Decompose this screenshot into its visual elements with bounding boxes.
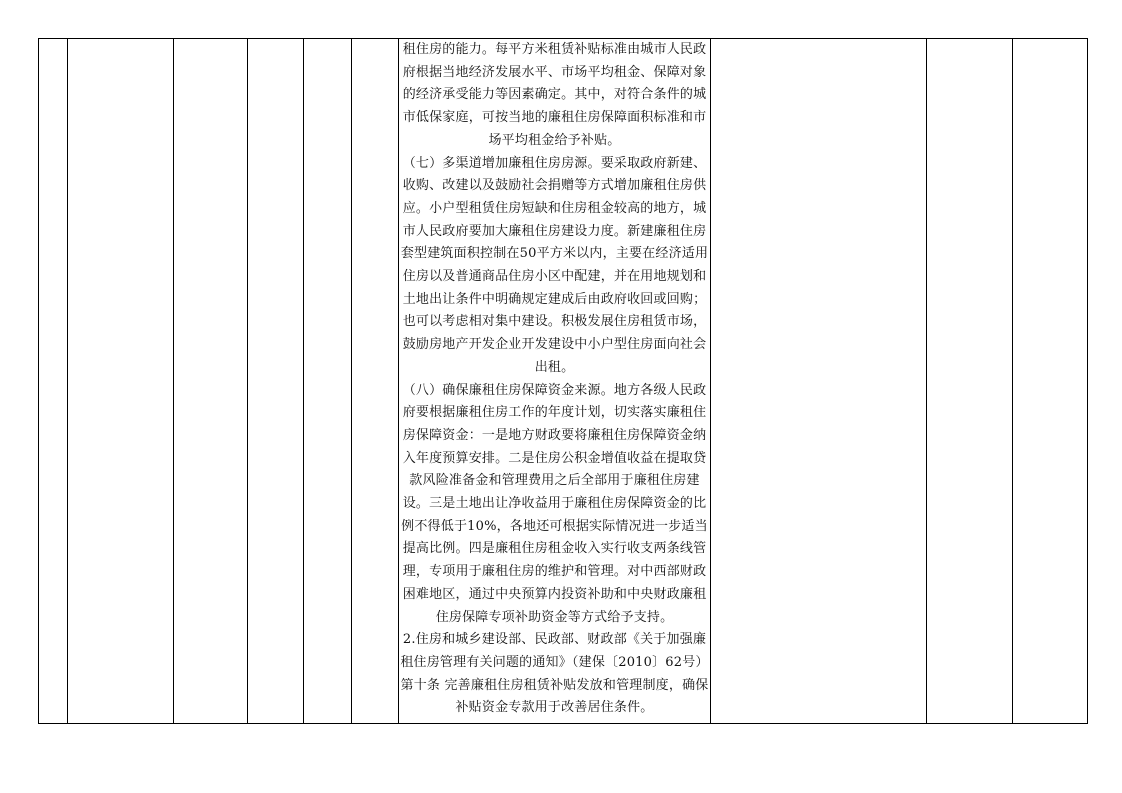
table-cell-10 [1013,39,1088,724]
table-cell-9 [927,39,1013,724]
document-table [38,38,1088,724]
table-row [39,39,1088,724]
paragraph-rental-subsidy: 租住房的能力。每平方米租赁补贴标准由城市人民政府根据当地经济发展水平、市场平均租金、保障对象的经济承受能力等因素确定。其中，对符合条件的城市低保家庭，可按当地的廉租住房保障面积标准和市场平均租金给予补贴。 [402,42,707,148]
table-cell-5 [304,39,352,724]
table-cell-1 [39,39,68,724]
table-cell-8 [711,39,927,724]
table-cell-3 [174,39,248,724]
paragraph-housing-sources: （七）多渠道增加廉租住房房源。要采取政府新建、收购、改建以及鼓励社会捐赠等方式增加廉租住房供应。小户型租赁住房短缺和住房租金较高的地方，城市人民政府要加大廉租住房建设力度。新建廉租住房套型建筑面积控制在50平方米以内，主要在经济适用住房以及普通商品住房小区中配建，并在用地规划和土地出让条件中明确规定建成后由政府收回或回购；也可以考虑相对集中建设。积极发展住房租赁市场，鼓励房地产开发企业开发建设中小户型住房面向社会出租。 [400,155,709,375]
paragraph-notice-article: 2.住房和城乡建设部、民政部、财政部《关于加强廉租住房管理有关问题的通知》（建保〔2010〕62号）第十条 完善廉租住房租赁补贴发放和管理制度，确保补贴资金专款用于改善居住条件。 [400,632,709,716]
table-cell-4 [248,39,304,724]
paragraph-funding-sources: （八）确保廉租住房保障资金来源。地方各级人民政府要根据廉租住房工作的年度计划，切实落实廉租住房保障资金：一是地方财政要将廉租住房保障资金纳入年度预算安排。二是住房公积金增值收益在提取贷款风险准备金和管理费用之后全部用于廉租住房建设。三是土地出让净收益用于廉租住房保障资金的比例不得低于10%，各地还可根据实际情况进一步适当提高比例。四是廉租住房租金收入实行收支两条线管理，专项用于廉租住房的维护和管理。对中西部财政困难地区，通过中央预算内投资补助和中央财政廉租住房保障专项补助资金等方式给予支持。 [401,382,708,625]
table-cell-6 [352,39,399,724]
legal-basis-cell [399,39,711,724]
table-cell-2 [68,39,174,724]
